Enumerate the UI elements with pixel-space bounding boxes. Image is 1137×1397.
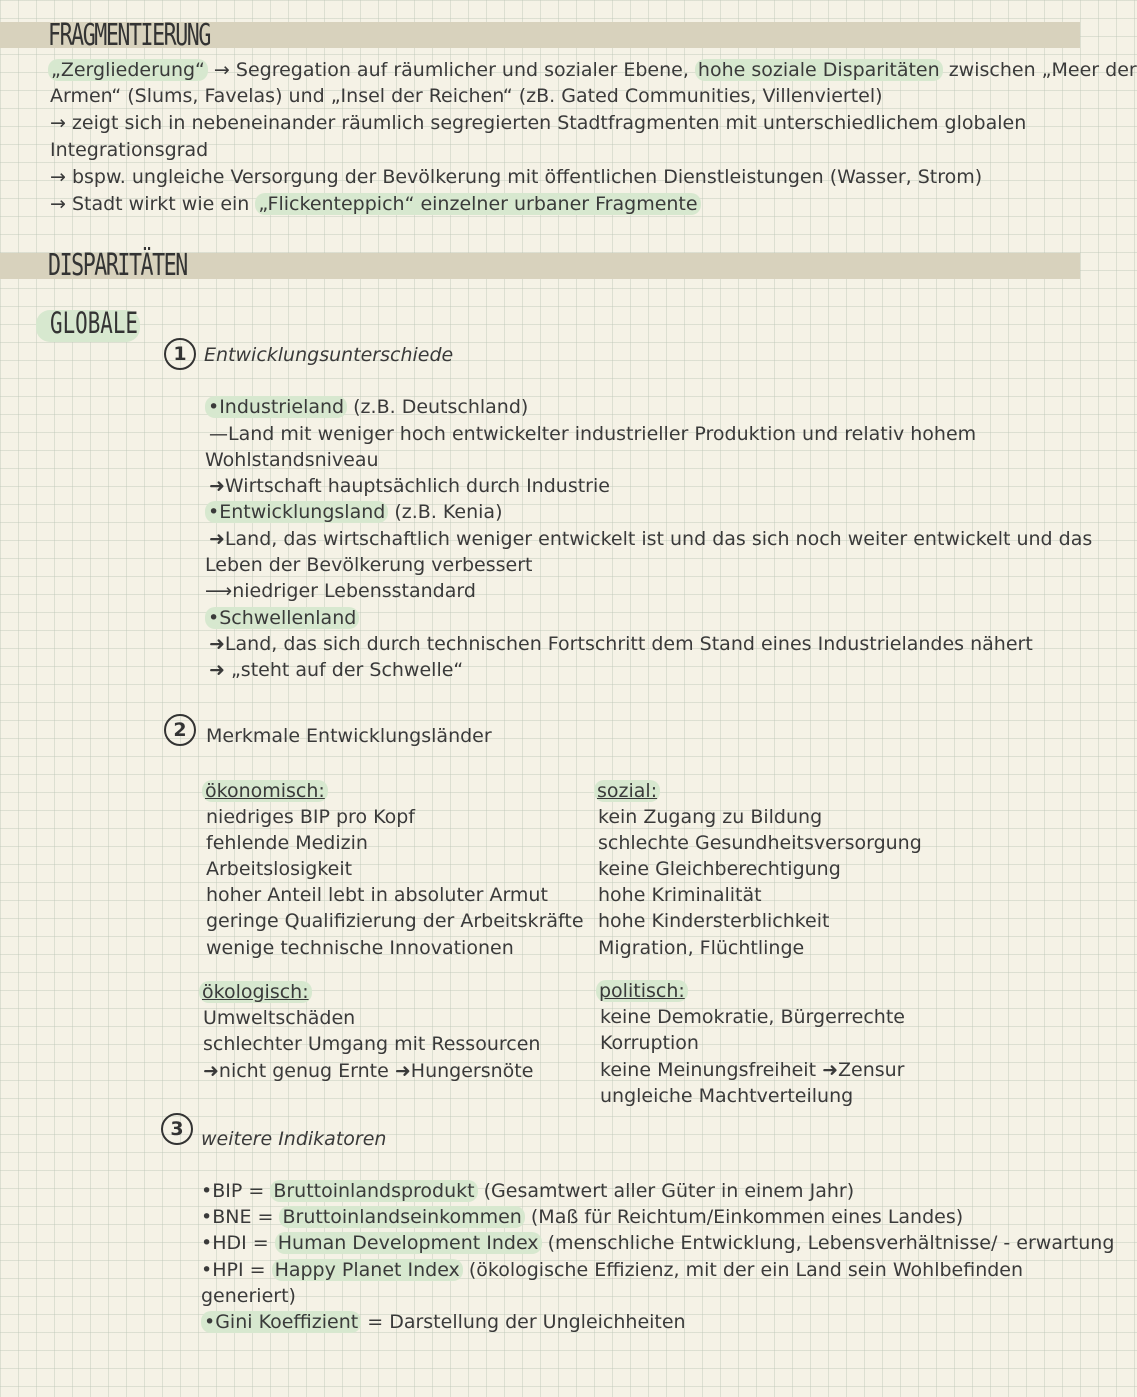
fragmentierung-line-6 bbox=[50, 191, 701, 217]
category-label-politisch bbox=[596, 978, 688, 1004]
list-item: ungleiche Machtverteilung bbox=[600, 1085, 854, 1107]
list-item: keine Gleichberechtigung bbox=[598, 858, 841, 880]
text: (ökologische Effizienz, mit der ein Land sein Wohlbefinden bbox=[462, 1259, 1024, 1281]
list-item: kein Zugang zu Bildung bbox=[598, 806, 823, 828]
entwicklungsland-def-3: ⟶niedriger Lebensstandard bbox=[205, 580, 476, 602]
list-item: keine Meinungsfreiheit ➜Zensur bbox=[600, 1059, 905, 1081]
highlight: Bruttoinlandsprodukt bbox=[270, 1180, 477, 1202]
indicator-bip bbox=[201, 1178, 854, 1204]
text: → Segregation auf räumlicher und sozialer Ebene, bbox=[207, 59, 695, 81]
indicator-bne bbox=[201, 1204, 963, 1230]
list-item: schlechter Umgang mit Ressourcen bbox=[203, 1033, 541, 1055]
highlight: Bruttoinlandseinkommen bbox=[279, 1206, 524, 1228]
schwellenland-line bbox=[205, 605, 359, 631]
list-item: Umweltschäden bbox=[203, 1007, 356, 1029]
highlight: Human Development Index bbox=[275, 1232, 542, 1254]
list-item: hohe Kriminalität bbox=[598, 884, 762, 906]
highlight: sozial: bbox=[594, 780, 660, 802]
indicator-hpi bbox=[201, 1257, 1023, 1283]
text: (menschliche Entwicklung, Lebensverhältnisse/ - erwartung bbox=[541, 1232, 1115, 1254]
highlight: ökologisch: bbox=[199, 981, 312, 1003]
schwellenland-def-1: ➜Land, das sich durch technischen Fortschritt dem Stand eines Industrielandes nähert bbox=[209, 633, 1033, 655]
entwicklungsland-def-2: Leben der Bevölkerung verbessert bbox=[205, 554, 533, 576]
text: •BNE = bbox=[201, 1206, 280, 1228]
indicator-gini bbox=[201, 1309, 686, 1335]
indicator-hdi bbox=[201, 1230, 1114, 1256]
highlight: politisch: bbox=[596, 980, 688, 1002]
highlight: „Zergliederung“ bbox=[48, 59, 208, 81]
entwicklungsland-def-1: ➜Land, das wirtschaftlich weniger entwickelt ist und das sich noch weiter entwickelt und das bbox=[209, 528, 1093, 550]
industrieland-def-2: Wohlstandsniveau bbox=[205, 449, 379, 471]
industrieland-def-3: ➜Wirtschaft hauptsächlich durch Industrie bbox=[209, 475, 610, 497]
highlight: •Industrieland bbox=[205, 396, 347, 418]
text: (Gesamtwert aller Güter in einem Jahr) bbox=[477, 1180, 855, 1202]
list-item: wenige technische Innovationen bbox=[206, 937, 514, 959]
text: (Maß für Reichtum/Einkommen eines Landes) bbox=[524, 1206, 964, 1228]
list-item: Korruption bbox=[600, 1032, 699, 1054]
point-3-title: weitere Indikatoren bbox=[201, 1128, 387, 1150]
text: •BIP = bbox=[201, 1180, 271, 1202]
list-item: schlechte Gesundheitsversorgung bbox=[598, 832, 922, 854]
subheading-globale: GLOBALE bbox=[50, 306, 138, 340]
fragmentierung-line-3: → zeigt sich in nebeneinander räumlich segregierten Stadtfragmenten mit unterschiedlichem globalen bbox=[50, 112, 1027, 134]
text: (z.B. Deutschland) bbox=[347, 396, 529, 418]
entwicklungsland-line bbox=[205, 499, 503, 525]
highlight: hohe soziale Disparitäten bbox=[695, 59, 943, 81]
number-circle-3: 3 bbox=[161, 1113, 193, 1145]
list-item: geringe Qualifizierung der Arbeitskräfte bbox=[206, 910, 584, 932]
section-heading-fragmentierung: FRAGMENTIERUNG bbox=[48, 18, 210, 53]
category-label-sozial bbox=[594, 778, 660, 804]
category-label-oekonomisch bbox=[202, 778, 328, 804]
list-item: fehlende Medizin bbox=[206, 832, 368, 854]
fragmentierung-line-5: → bspw. ungleiche Versorgung der Bevölkerung mit öffentlichen Dienstleistungen (Wasser, Strom) bbox=[50, 166, 983, 188]
text: •HPI = bbox=[201, 1259, 272, 1281]
list-item: hoher Anteil lebt in absoluter Armut bbox=[206, 884, 548, 906]
text: = Darstellung der Ungleichheiten bbox=[361, 1311, 686, 1333]
list-item: niedriges BIP pro Kopf bbox=[206, 806, 415, 828]
number-circle-2: 2 bbox=[164, 714, 196, 746]
text: •HDI = bbox=[201, 1232, 275, 1254]
point-2-title: Merkmale Entwicklungsländer bbox=[206, 725, 492, 747]
list-item: hohe Kindersterblichkeit bbox=[598, 910, 830, 932]
text: zwischen „Meer der bbox=[942, 59, 1137, 81]
fragmentierung-line-1 bbox=[48, 57, 1137, 83]
highlight: •Gini Koeffizient bbox=[201, 1311, 361, 1333]
fragmentierung-line-2: Armen“ (Slums, Favelas) und „Insel der Reichen“ (zB. Gated Communities, Villenviertel) bbox=[50, 85, 883, 107]
industrieland-line bbox=[205, 394, 528, 420]
text: (z.B. Kenia) bbox=[388, 501, 503, 523]
number-circle-1: 1 bbox=[164, 338, 196, 370]
schwellenland-def-2: ➜ „steht auf der Schwelle“ bbox=[209, 659, 464, 681]
highlight: Happy Planet Index bbox=[272, 1259, 463, 1281]
point-1-title: Entwicklungsunterschiede bbox=[204, 344, 454, 366]
category-label-oekologisch bbox=[199, 979, 312, 1005]
highlight: •Schwellenland bbox=[205, 607, 359, 629]
list-item: ➜nicht genug Ernte ➜Hungersnöte bbox=[203, 1060, 534, 1082]
text: → Stadt wirkt wie ein bbox=[50, 193, 256, 215]
highlight: •Entwicklungsland bbox=[205, 501, 388, 523]
fragmentierung-line-4: Integrationsgrad bbox=[50, 139, 209, 161]
list-item: Arbeitslosigkeit bbox=[206, 858, 353, 880]
industrieland-def-1: —Land mit weniger hoch entwickelter industrieller Produktion und relativ hohem bbox=[209, 423, 977, 445]
highlight: ökonomisch: bbox=[202, 780, 328, 802]
section-heading-disparitaeten: DISPARITÄTEN bbox=[48, 248, 187, 283]
highlight: „Flickenteppich“ einzelner urbaner Fragmente bbox=[255, 193, 700, 215]
indicator-hpi-cont: generiert) bbox=[201, 1285, 296, 1307]
list-item: keine Demokratie, Bürgerrechte bbox=[600, 1006, 905, 1028]
list-item: Migration, Flüchtlinge bbox=[598, 937, 805, 959]
